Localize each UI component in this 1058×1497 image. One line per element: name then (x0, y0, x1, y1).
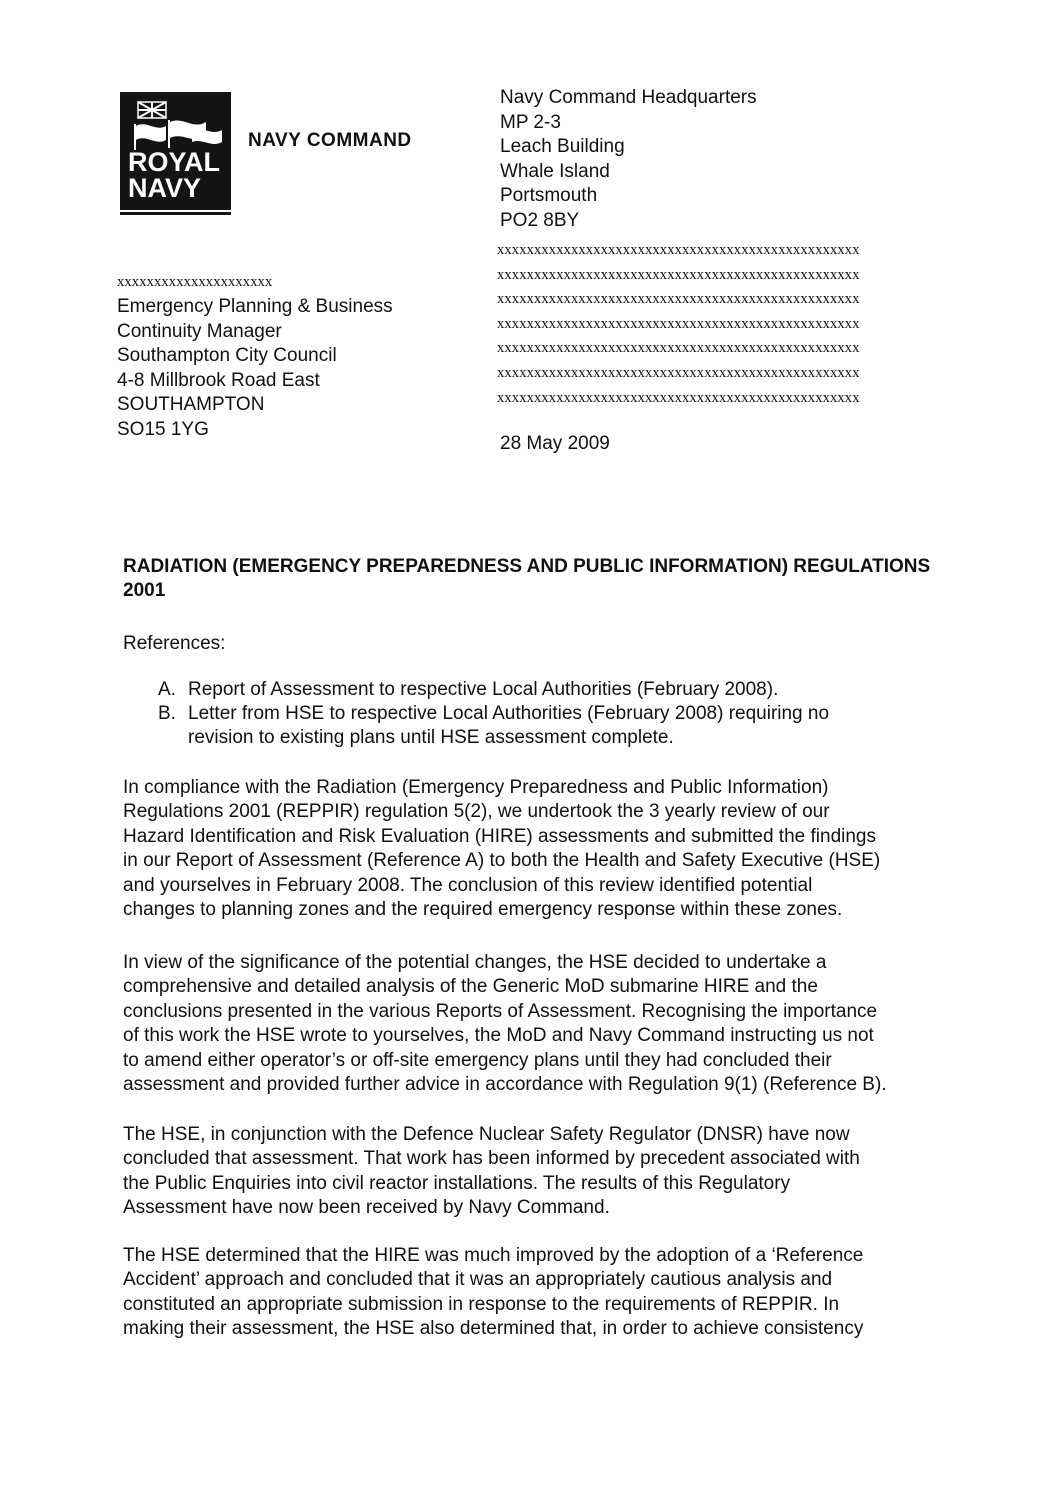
sender-address-line: PO2 8BY (500, 209, 580, 231)
recipient-address-line: 4-8 Millbrook Road East (117, 369, 320, 391)
paragraph-line: Regulations 2001 (REPPIR) regulation 5(2), we undertook the 3 yearly review of our (123, 801, 830, 823)
paragraph-line: in our Report of Assessment (Reference A) to both the Health and Safety Executive (HSE) (123, 850, 881, 872)
redacted-line: xxxxxxxxxxxxxxxxxxxxxxxxxxxxxxxxxxxxxxxxxxxxxxxxx (497, 266, 860, 283)
reference-item (158, 678, 938, 702)
organisation-name: NAVY COMMAND (248, 130, 412, 151)
letter-date: 28 May 2009 (500, 433, 610, 454)
paragraph-line: Assessment have now been received by Navy Command. (123, 1197, 610, 1219)
redacted-line: xxxxxxxxxxxxxxxxxxxxxxxxxxxxxxxxxxxxxxxxxxxxxxxxx (497, 291, 860, 308)
paragraph-line: the Public Enquiries into civil reactor installations. The results of this Regulatory (123, 1172, 791, 1194)
recipient-address-line: Southampton City Council (117, 345, 337, 367)
recipient-address-line: SOUTHAMPTON (117, 394, 265, 416)
recipient-redacted-name: xxxxxxxxxxxxxxxxxxxxx (117, 274, 273, 290)
redacted-line: xxxxxxxxxxxxxxxxxxxxxxxxxxxxxxxxxxxxxxxxxxxxxxxxx (497, 242, 860, 258)
paragraph-line: assessment and provided further advice in accordance with Regulation 9(1) (Reference B). (123, 1074, 887, 1096)
reference-text-line: Report of Assessment to respective Local Authorities (February 2008). (188, 679, 779, 700)
redacted-line: xxxxxxxxxxxxxxxxxxxxxxxxxxxxxxxxxxxxxxxxxxxxxxxxx (497, 315, 860, 332)
recipient-address-line: Emergency Planning & Business (117, 296, 393, 317)
paragraph-line: Accident’ approach and concluded that it was an appropriately cautious analysis and (123, 1269, 833, 1291)
body-paragraph (123, 1123, 963, 1221)
logo-underline (120, 212, 231, 215)
logo-word-royal: ROYAL (128, 147, 221, 177)
paragraph-line: making their assessment, the HSE also determined that, in order to achieve consistency (123, 1318, 864, 1340)
recipient-address (117, 269, 393, 443)
paragraph-line: comprehensive and detailed analysis of the Generic MoD submarine HIRE and the (123, 976, 818, 998)
flags-emblem-icon (132, 100, 224, 154)
reference-text-line: Letter from HSE to respective Local Authorities (February 2008) requiring no (188, 703, 830, 724)
redacted-line: xxxxxxxxxxxxxxxxxxxxxxxxxxxxxxxxxxxxxxxxxxxxxxxxx (497, 364, 860, 381)
references-label: References: (123, 633, 226, 654)
sender-redacted-block (497, 238, 860, 410)
paragraph-line: constituted an appropriate submission in response to the requirements of REPPIR. In (123, 1293, 840, 1315)
paragraph-line: of this work the HSE wrote to yourselves, the MoD and Navy Command instructing us not (123, 1025, 874, 1047)
paragraph-line: The HSE determined that the HIRE was much improved by the adoption of a ‘Reference (123, 1245, 864, 1266)
reference-letter: B. (158, 703, 176, 724)
body-paragraph (123, 776, 963, 922)
paragraph-line: In view of the significance of the potential changes, the HSE decided to undertake a (123, 952, 827, 973)
body-paragraph (123, 1244, 963, 1342)
sender-address-line: Navy Command Headquarters (500, 87, 757, 108)
recipient-address-line: Continuity Manager (117, 320, 282, 342)
paragraph-line: The HSE, in conjunction with the Defence Nuclear Safety Regulator (DNSR) have now (123, 1124, 850, 1145)
sender-address (500, 86, 757, 234)
paragraph-line: In compliance with the Radiation (Emergency Preparedness and Public Information) (123, 777, 829, 798)
sender-address-line: Leach Building (500, 136, 625, 158)
redacted-line: xxxxxxxxxxxxxxxxxxxxxxxxxxxxxxxxxxxxxxxxxxxxxxxxx (497, 340, 860, 357)
reference-letter: A. (158, 679, 176, 700)
reference-item (158, 702, 938, 750)
sender-address-line: MP 2-3 (500, 111, 561, 133)
letter-subject: RADIATION (EMERGENCY PREPAREDNESS AND PUBLIC INFORMATION) REGULATIONS 2001 (123, 556, 931, 601)
logo-word-navy: NAVY (128, 173, 202, 203)
paragraph-line: to amend either operator’s or off-site emergency plans until they had concluded their (123, 1049, 832, 1071)
paragraph-line: concluded that assessment. That work has been informed by precedent associated with (123, 1148, 860, 1170)
paragraph-line: and yourselves in February 2008. The conclusion of this review identified potential (123, 874, 813, 896)
paragraph-line: conclusions presented in the various Reports of Assessment. Recognising the importance (123, 1000, 878, 1022)
sender-address-line: Portsmouth (500, 185, 598, 207)
references-list (158, 678, 938, 750)
sender-address-line: Whale Island (500, 160, 610, 182)
redacted-line: xxxxxxxxxxxxxxxxxxxxxxxxxxxxxxxxxxxxxxxxxxxxxxxxx (497, 389, 860, 406)
paragraph-line: Hazard Identification and Risk Evaluation (HIRE) assessments and submitted the findings (123, 825, 876, 847)
body-paragraph (123, 951, 963, 1097)
reference-text-line: revision to existing plans until HSE assessment complete. (188, 727, 674, 748)
royal-navy-logo (120, 92, 231, 210)
paragraph-line: changes to planning zones and the required emergency response within these zones. (123, 899, 843, 921)
recipient-address-line: SO15 1YG (117, 418, 209, 440)
